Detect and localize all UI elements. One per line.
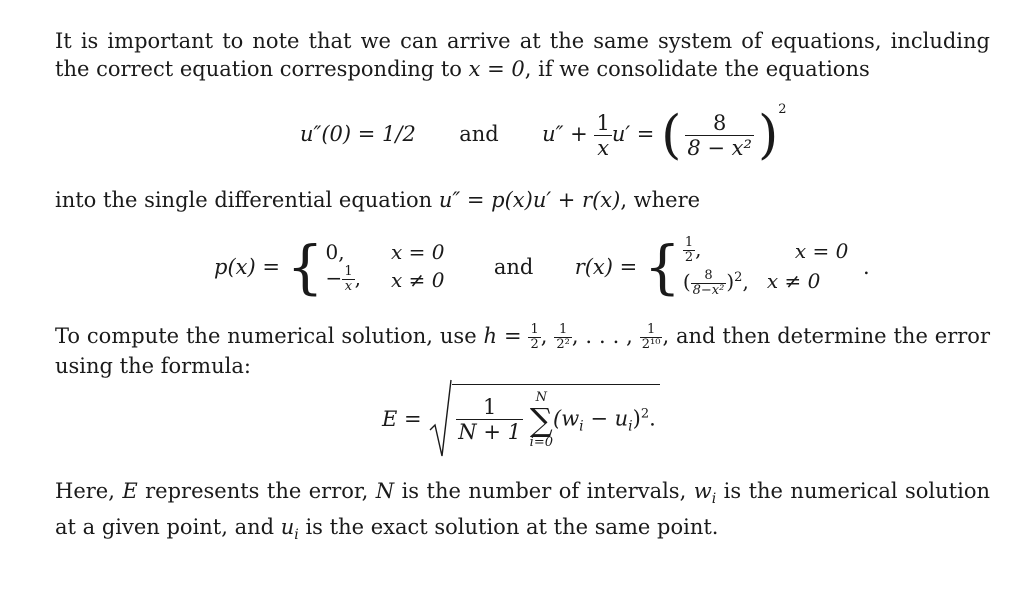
h-frac-n: $\frac{1}{\text{2¹⁰}}$: [641, 322, 661, 352]
fraction-1-over-n1: [456, 395, 523, 444]
p-cases: [324, 239, 453, 294]
frac-num: 1: [596, 111, 610, 135]
frac-den: 8 − x²: [687, 136, 752, 160]
sub-i: i: [711, 491, 717, 508]
and-word: and: [459, 122, 499, 146]
h-frac-2: $\frac{1}{\text{2²}}$: [556, 322, 570, 352]
intro-text: It is important to note that we can arrive at the same system of equations, including the correct equation corresponding to: [55, 29, 990, 81]
left-brace: {: [643, 232, 681, 301]
sum-upper: N: [535, 389, 548, 405]
error-lhs: E =: [382, 407, 422, 431]
p-case1-cond: x = 0: [390, 240, 445, 265]
r-case2-val: ( $\frac{8}{\text{8−x²}}$ )$^2$,: [682, 267, 749, 298]
fraction-one-over-x: [594, 111, 611, 160]
frac-den: N + 1: [458, 420, 521, 444]
paragraph-intro: [55, 27, 990, 83]
paragraph-single-ode: [55, 186, 990, 214]
h-frac-1: $\frac{1}{2}$: [530, 322, 539, 352]
left-paren: (: [661, 105, 682, 166]
ode-uprime: u′ =: [611, 122, 655, 146]
radical-sign: [428, 378, 452, 460]
sub-i: i: [579, 418, 584, 435]
r-case-row: [681, 265, 856, 298]
ode-left: u″ +: [542, 122, 595, 146]
sqrt: [428, 378, 660, 460]
r-case1-cond: x = 0: [794, 238, 849, 263]
def-text-end: is the exact solution at the same point.: [298, 515, 719, 540]
math-u: u: [280, 515, 295, 540]
frac-den: x: [594, 135, 611, 160]
math-w: w: [693, 479, 712, 503]
math-E: E: [122, 479, 138, 503]
equation-piecewise: [214, 232, 870, 301]
p-case-row: [324, 265, 453, 294]
equation-boundary-and-ode: [300, 102, 787, 166]
math-N: N: [375, 479, 395, 503]
p-case1-val: 0,: [325, 240, 345, 265]
def-text: represents the error,: [137, 479, 376, 503]
frac-num: 1: [482, 395, 497, 419]
radicand: [452, 384, 660, 453]
def-text: is the number of intervals,: [394, 479, 694, 503]
def-text: Here,: [55, 479, 123, 503]
sub-i: i: [294, 527, 299, 544]
period: .: [649, 406, 656, 430]
single-ode-text-end: , where: [620, 188, 701, 212]
numerical-text-end: , and then determine the error using the formula:: [55, 324, 990, 378]
close-paren: ): [632, 406, 641, 430]
exponent: 2: [640, 406, 650, 421]
r-lhs: r(x) =: [574, 254, 638, 279]
p-case2-cond: x ≠ 0: [390, 267, 445, 292]
math-ode: u″ = p(x)u′ + r(x): [438, 188, 621, 212]
sigma-symbol: ∑: [529, 400, 553, 439]
initial-condition: u″(0) = 1/2: [300, 122, 416, 146]
r-case-row: [681, 236, 856, 265]
intro-text-end: , if we consolidate the equations: [524, 57, 870, 81]
right-paren: ): [757, 105, 779, 166]
exponent: 2: [778, 102, 787, 117]
fraction-8-over: [685, 111, 754, 160]
p-lhs: p(x) =: [214, 254, 280, 279]
sum-lower: i=0: [529, 434, 553, 450]
paragraph-definitions: [55, 477, 990, 549]
paragraph-numerical: To compute the numerical solution, use h = $\frac{1}{2}$ , $\frac{1}{\text{2²}}$ , . . . , $\frac{1}{\text{2¹⁰}}$ , and then determine the error using the formula:: [55, 322, 990, 378]
def-text: is the numerical solution at a given point, and: [55, 479, 991, 540]
single-ode-text: into the single differential equation: [55, 188, 439, 212]
frac-num: 8: [712, 111, 727, 135]
r-case1-val: $\frac{1}{2}$ ,: [684, 235, 702, 265]
left-brace: {: [286, 232, 324, 301]
r-case2-cond: x ≠ 0: [766, 269, 821, 294]
sum-minus: − u: [583, 406, 629, 430]
numerical-text: To compute the numerical solution, use: [55, 324, 484, 348]
sub-i: i: [628, 418, 633, 435]
r-cases: [681, 236, 856, 298]
sum-body: (w: [553, 406, 580, 430]
and-word: and: [493, 254, 534, 279]
p-case2-val: − $\frac{1}{x}$ ,: [325, 264, 361, 295]
p-case-row: [324, 239, 453, 265]
period: .: [862, 254, 870, 279]
equation-error: [382, 378, 660, 460]
math-h: h =: [483, 324, 529, 348]
math-x-eq-0: x = 0: [468, 57, 525, 81]
summation: [530, 391, 553, 449]
